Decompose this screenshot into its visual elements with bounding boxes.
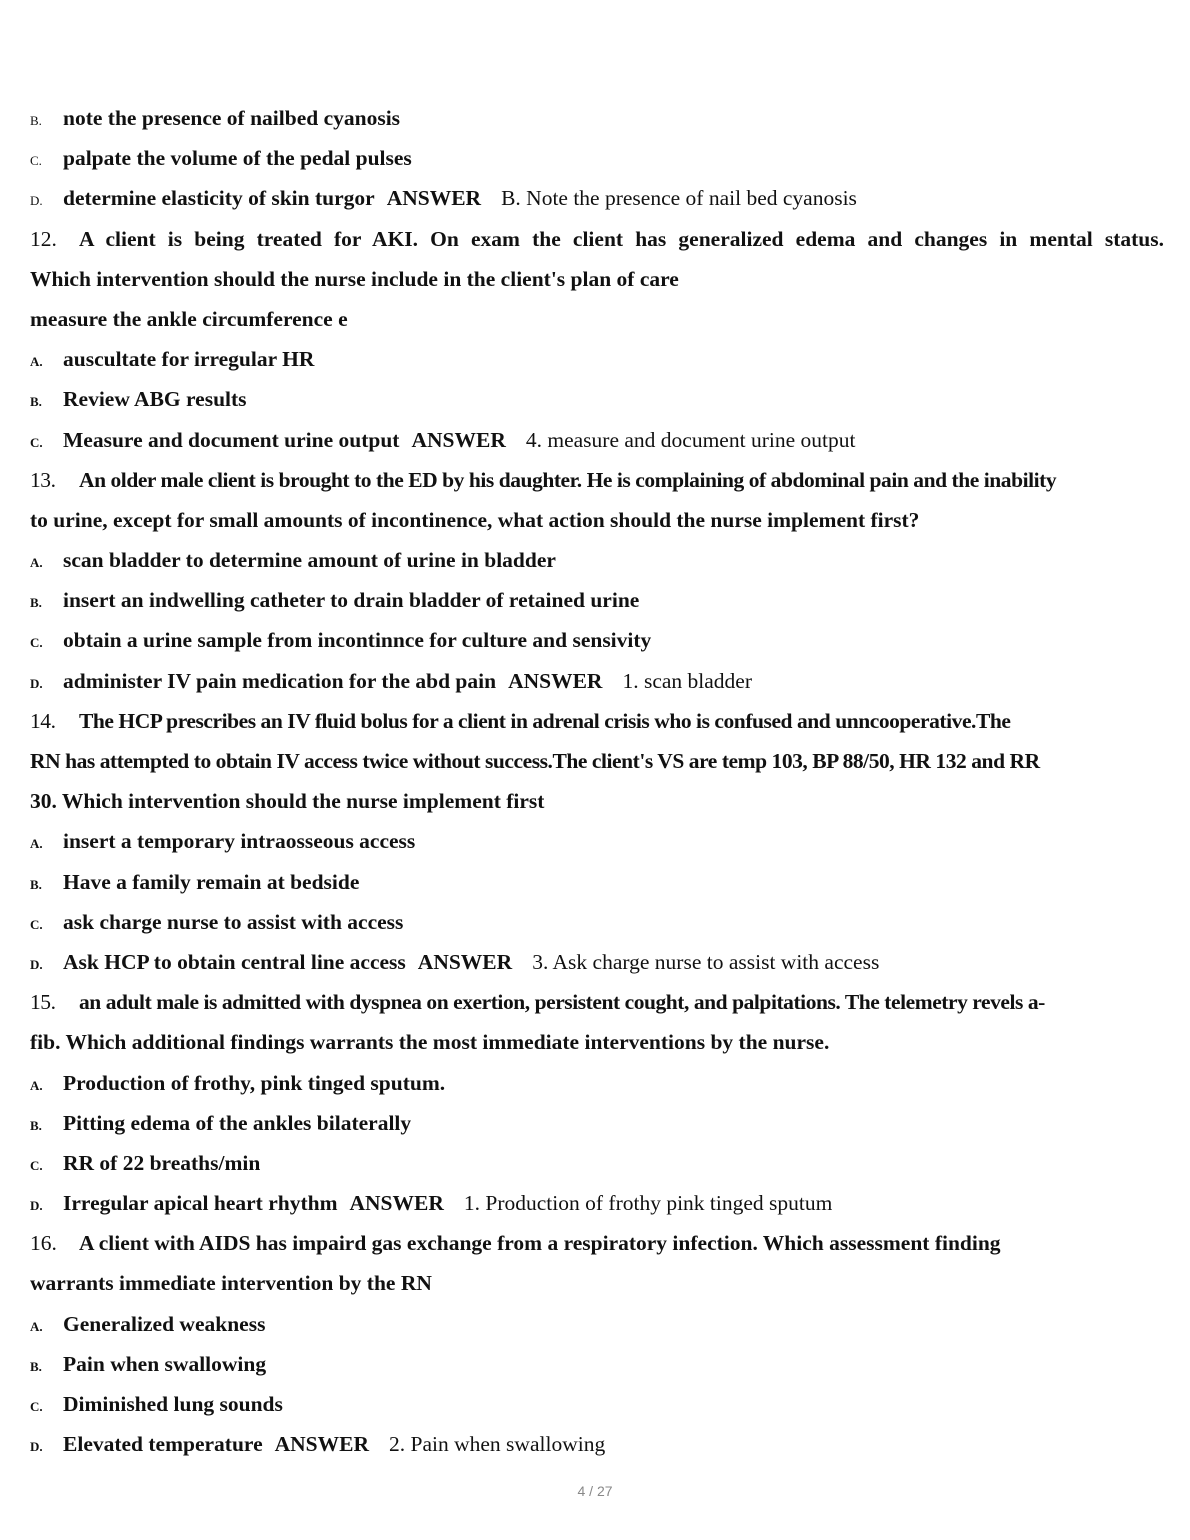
question-text: A client is being treated for AKI. On exam the client has generalized edema and changes in mental status. — [79, 226, 1164, 251]
document-page — [30, 98, 1164, 1464]
option-text: Pain when swallowing — [63, 1351, 267, 1376]
question-line — [30, 781, 1164, 821]
question-line — [30, 701, 1164, 741]
question-number: 16. — [30, 1231, 57, 1256]
question-text: measure the ankle circumference e — [30, 306, 348, 331]
question-text: Which intervention should the nurse include in the client's plan of care — [30, 266, 679, 291]
option-letter: B. — [30, 1358, 42, 1374]
question-line — [30, 1223, 1164, 1263]
option-letter: A. — [30, 354, 43, 370]
option-line — [30, 580, 1164, 620]
question-line — [30, 259, 1164, 299]
option-line — [30, 379, 1164, 419]
question-line — [30, 219, 1164, 259]
option-line — [30, 942, 1164, 982]
option-letter: D. — [30, 956, 43, 972]
option-line — [30, 178, 1164, 218]
option-letter: C. — [30, 1399, 43, 1414]
option-letter: C. — [30, 916, 43, 932]
question-text: RN has attempted to obtain IV access twice without success.The client's VS are temp 103, BP 88/50, HR 132 and RR — [30, 749, 1040, 773]
question-line — [30, 299, 1164, 339]
question-number: 13. — [30, 467, 56, 492]
option-text: insert an indwelling catheter to drain bladder of retained urine — [63, 588, 640, 613]
question-text: fib. Which additional findings warrants the most immediate interventions by the nurse. — [30, 1030, 830, 1055]
option-letter: B. — [30, 394, 42, 410]
answer-text: 4. measure and document urine output — [525, 427, 856, 452]
option-text: note the presence of nailbed cyanosis — [63, 106, 401, 130]
answer-text: B. Note the presence of nail bed cyanosis — [501, 186, 857, 211]
option-text: Review ABG results — [63, 387, 247, 412]
option-letter: A. — [30, 1318, 43, 1334]
option-line — [30, 98, 1164, 138]
option-letter: A. — [30, 836, 43, 852]
answer-text: 1. scan bladder — [622, 668, 752, 693]
question-text: an adult male is admitted with dyspnea on exertion, persistent cought, and palpitations. The telemetry revels a- — [79, 990, 1045, 1015]
option-letter: B. — [30, 1117, 42, 1133]
question-line — [30, 982, 1164, 1022]
question-text: 30. Which intervention should the nurse implement first — [30, 789, 545, 814]
question-text: A client with AIDS has impaird gas exchange from a respiratory infection. Which assessment finding — [79, 1231, 1001, 1256]
option-line — [30, 1424, 1164, 1464]
option-line — [30, 1103, 1164, 1143]
option-line — [30, 1384, 1164, 1424]
option-letter: C. — [30, 434, 43, 450]
option-text: ask charge nurse to assist with access — [63, 909, 404, 934]
option-line — [30, 661, 1164, 701]
answer-text: 3. Ask charge nurse to assist with access — [532, 949, 880, 974]
question-line — [30, 1022, 1164, 1062]
option-letter: D. — [30, 675, 43, 691]
answer-keyword: ANSWER — [508, 668, 603, 693]
option-letter: A. — [30, 555, 43, 571]
question-text: An older male client is brought to the ED by his daughter. He is complaining of abdominal pain and the inability — [79, 467, 1057, 492]
question-line — [30, 741, 1164, 781]
question-line — [30, 460, 1164, 500]
option-text: auscultate for irregular HR — [63, 347, 315, 372]
option-letter: C. — [30, 1157, 43, 1173]
option-line — [30, 1183, 1164, 1223]
option-text: Elevated temperature — [63, 1432, 263, 1457]
option-text: Generalized weakness — [63, 1311, 266, 1336]
option-text: insert a temporary intraosseous access — [63, 829, 416, 854]
option-letter: D. — [30, 1198, 43, 1214]
answer-keyword: ANSWER — [386, 186, 482, 211]
option-line — [30, 821, 1164, 861]
option-line — [30, 1063, 1164, 1103]
option-text: administer IV pain medication for the abd pain — [63, 668, 497, 693]
question-line — [30, 500, 1164, 540]
answer-keyword: ANSWER — [417, 949, 513, 974]
option-line — [30, 138, 1164, 178]
answer-keyword: ANSWER — [411, 427, 506, 452]
page-number: 4 / 27 — [577, 1483, 613, 1499]
option-line — [30, 540, 1164, 580]
option-line — [30, 339, 1164, 379]
option-line — [30, 1304, 1164, 1344]
option-letter: A. — [30, 1077, 43, 1093]
option-letter: B. — [30, 876, 42, 892]
option-text: Irregular apical heart rhythm — [63, 1191, 338, 1216]
answer-text: 2. Pain when swallowing — [389, 1432, 606, 1457]
option-text: Production of frothy, pink tinged sputum. — [63, 1070, 446, 1095]
option-letter: D. — [30, 193, 43, 209]
question-text: The HCP prescribes an IV fluid bolus for a client in adrenal crisis who is confused and unncooperative.The — [79, 708, 1011, 733]
option-line — [30, 902, 1164, 942]
question-line — [30, 1263, 1164, 1303]
question-text: warrants immediate intervention by the RN — [30, 1271, 432, 1296]
option-text: Diminished lung sounds — [63, 1392, 283, 1416]
option-letter: C. — [30, 153, 42, 169]
option-text: Pitting edema of the ankles bilaterally — [63, 1110, 412, 1135]
question-number: 15. — [30, 990, 56, 1015]
option-text: determine elasticity of skin turgor — [63, 186, 375, 211]
option-line — [30, 420, 1164, 460]
option-letter: B. — [30, 595, 42, 611]
option-text: obtain a urine sample from incontinnce for culture and sensivity — [63, 628, 652, 653]
option-text: Measure and document urine output — [63, 427, 400, 452]
option-line — [30, 1143, 1164, 1183]
question-text: to urine, except for small amounts of incontinence, what action should the nurse implement first? — [30, 507, 920, 532]
option-line — [30, 620, 1164, 660]
answer-text: 1. Production of frothy pink tinged sputum — [463, 1191, 833, 1216]
question-number: 12. — [30, 226, 57, 251]
answer-keyword: ANSWER — [274, 1432, 370, 1457]
option-letter: C. — [30, 635, 43, 651]
option-line — [30, 862, 1164, 902]
option-text: palpate the volume of the pedal pulses — [63, 146, 412, 171]
option-text: Ask HCP to obtain central line access — [63, 949, 406, 974]
option-letter: B. — [30, 113, 42, 128]
option-letter: D. — [30, 1439, 43, 1455]
option-text: Have a family remain at bedside — [63, 869, 360, 894]
answer-keyword: ANSWER — [349, 1191, 444, 1216]
question-number: 14. — [30, 708, 56, 733]
option-line — [30, 1344, 1164, 1384]
option-text: scan bladder to determine amount of urine in bladder — [63, 548, 556, 573]
option-text: RR of 22 breaths/min — [63, 1150, 261, 1175]
